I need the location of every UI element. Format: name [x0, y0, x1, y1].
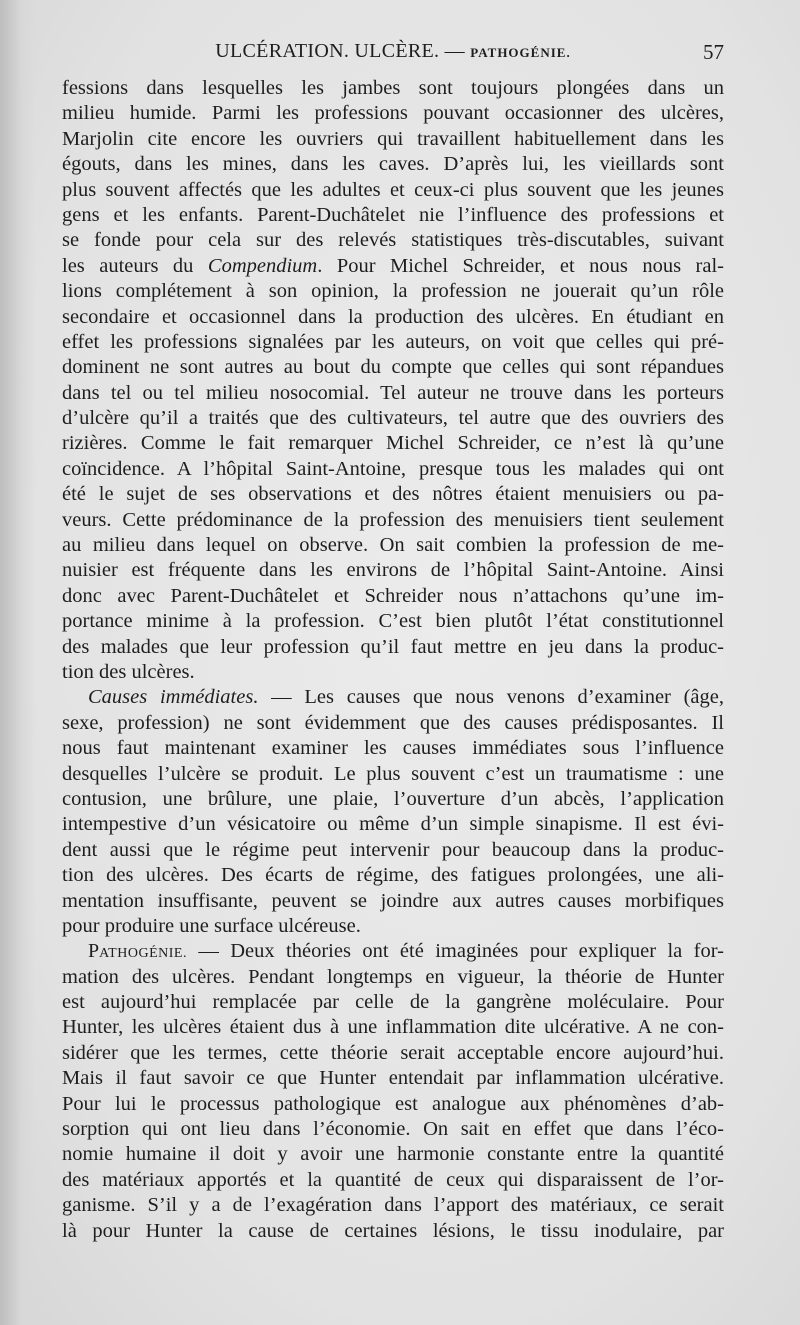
text-line: intempestive d’un vésicatoire ou même d’un simple sinapisme. Il est évi-	[62, 813, 724, 836]
text-line: au milieu dans lequel on observe. On sait combien la profession de me-	[62, 534, 724, 557]
text-line: effet les professions signalées par les auteurs, on voit que celles qui pré-	[62, 330, 724, 353]
text-line: sidérer que les termes, cette théorie serait acceptable encore aujourd’hui.	[62, 1041, 724, 1064]
text-line: des matériaux apportés et la quantité de ceux qui disparaissent de l’or-	[62, 1168, 724, 1191]
text-line: nomie humaine il doit y avoir une harmonie constante entre la quantité	[62, 1143, 724, 1166]
italic-term: Compendium	[207, 254, 318, 277]
text-line: plus souvent affectés que les adultes et ceux-ci plus souvent que les jeunes	[62, 178, 724, 201]
text-line: rizières. Comme le fait remarquer Michel Schreider, ce n’est là qu’une	[62, 432, 724, 455]
text-line: sorption qui ont lieu dans l’économie. On sait en effet que dans l’éco-	[62, 1118, 724, 1141]
running-head-dash: —	[444, 40, 465, 62]
text-line: veurs. Cette prédominance de la profession des menuisiers tient seulement	[62, 508, 724, 531]
text-line: Causes immédiates. — Les causes que nous venons d’examiner (âge,	[88, 686, 724, 709]
text-line: pour produire une surface ulcéreuse.	[62, 914, 361, 937]
text-line: Pour lui le processus pathologique est analogue aux phénomènes d’ab-	[62, 1092, 724, 1115]
text-line: est aujourd’hui remplacée par celle de la gangrène moléculaire. Pour	[62, 991, 724, 1014]
section-heading-pathogenie: PATHOGÉNIE.	[88, 940, 187, 963]
text-line: Mais il faut savoir ce que Hunter entendait par inflammation ulcérative.	[62, 1067, 724, 1090]
section-heading-causes: Causes immédiates.	[88, 686, 259, 709]
page-number: 57	[703, 40, 724, 64]
text-line: Marjolin cite encore les ouvriers qui travaillent habituellement dans les	[62, 127, 724, 150]
text-line: desquelles l’ulcère se produit. Le plus souvent c’est un traumatisme : une	[62, 762, 724, 785]
text-line: portance minime à la profession. C’est bien plutôt l’état constitutionnel	[62, 610, 724, 633]
text-line: donc avec Parent-Duchâtelet et Schreider nous n’attachons qu’une im-	[62, 584, 724, 607]
text-line: les auteurs du Compendium. Pour Michel Schreider, et nous nous ral-	[62, 254, 724, 277]
text-line: gens et les enfants. Parent-Duchâtelet nie l’influence des professions et	[62, 203, 724, 226]
binding-shadow	[0, 0, 36, 1325]
text-line: se fonde pour cela sur des relevés statistiques très-discutables, suivant	[62, 229, 724, 252]
text-line: égouts, dans les mines, dans les caves. D’après lui, les vieillards sont	[62, 153, 724, 176]
text-line: Hunter, les ulcères étaient dus à une inflammation dite ulcérative. A ne con-	[62, 1016, 724, 1039]
text-line: dominent ne sont autres au bout du compte que celles qui sont répandues	[62, 356, 724, 379]
text-line: tion des ulcères.	[62, 660, 195, 683]
text-line: sexe, profession) ne sont évidemment que des causes prédisposantes. Il	[62, 711, 724, 734]
page-header	[62, 40, 724, 70]
text-line: contusion, une brûlure, une plaie, l’ouverture d’un abcès, l’application	[62, 787, 724, 810]
text-line: lions complétement à son opinion, la profession ne jouerait qu’un rôle	[62, 280, 724, 303]
text-line: fessions dans lesquelles les jambes sont toujours plongées dans un	[62, 77, 724, 99]
running-head	[62, 40, 724, 63]
text-line: milieu humide. Parmi les professions pouvant occasionner des ulcères,	[62, 102, 724, 125]
running-head-title: ULCÉRATION. ULCÈRE.	[215, 40, 440, 62]
text-line: mentation insuffisante, peuvent se joindre aux autres causes morbifiques	[62, 889, 724, 912]
text-line: dans tel ou tel milieu nosocomial. Tel auteur ne trouve dans les porteurs	[62, 381, 724, 404]
body-text	[62, 76, 724, 1244]
text-line: coïncidence. A l’hôpital Saint-Antoine, presque tous les malades qui ont	[62, 457, 724, 480]
text-line: ganisme. S’il y a de l’exagération dans l’apport des matériaux, ce serait	[62, 1194, 724, 1217]
text-line: tion des ulcères. Des écarts de régime, des fatigues prolongées, une ali-	[62, 864, 724, 887]
text-line: mation des ulcères. Pendant longtemps en vigueur, la théorie de Hunter	[62, 965, 724, 988]
text-line: secondaire et occasionnel dans la production des ulcères. En étudiant en	[62, 305, 724, 328]
text-line: là pour Hunter la cause de certaines lésions, le tissu inodulaire, par	[62, 1219, 724, 1242]
text-line: nous faut maintenant examiner les causes immédiates sous l’influence	[62, 737, 724, 760]
text-line: des malades que leur profession qu’il faut mettre en jeu dans la produc-	[62, 635, 724, 658]
text-line: nuisier est fréquente dans les environs de l’hôpital Saint-Antoine. Ainsi	[62, 559, 724, 582]
text-line: PATHOGÉNIE. — Deux théories ont été imaginées pour expliquer la for-	[88, 940, 724, 963]
text-line: été le sujet de ses observations et des nôtres étaient menuisiers ou pa-	[62, 483, 724, 506]
text-line: d’ulcère qu’il a traités que des cultivateurs, tel autre que des ouvriers des	[62, 407, 724, 430]
running-head-section: PATHOGÉNIE.	[470, 45, 571, 60]
text-line: dent aussi que le régime peut intervenir pour beaucoup dans la produc-	[62, 838, 724, 861]
